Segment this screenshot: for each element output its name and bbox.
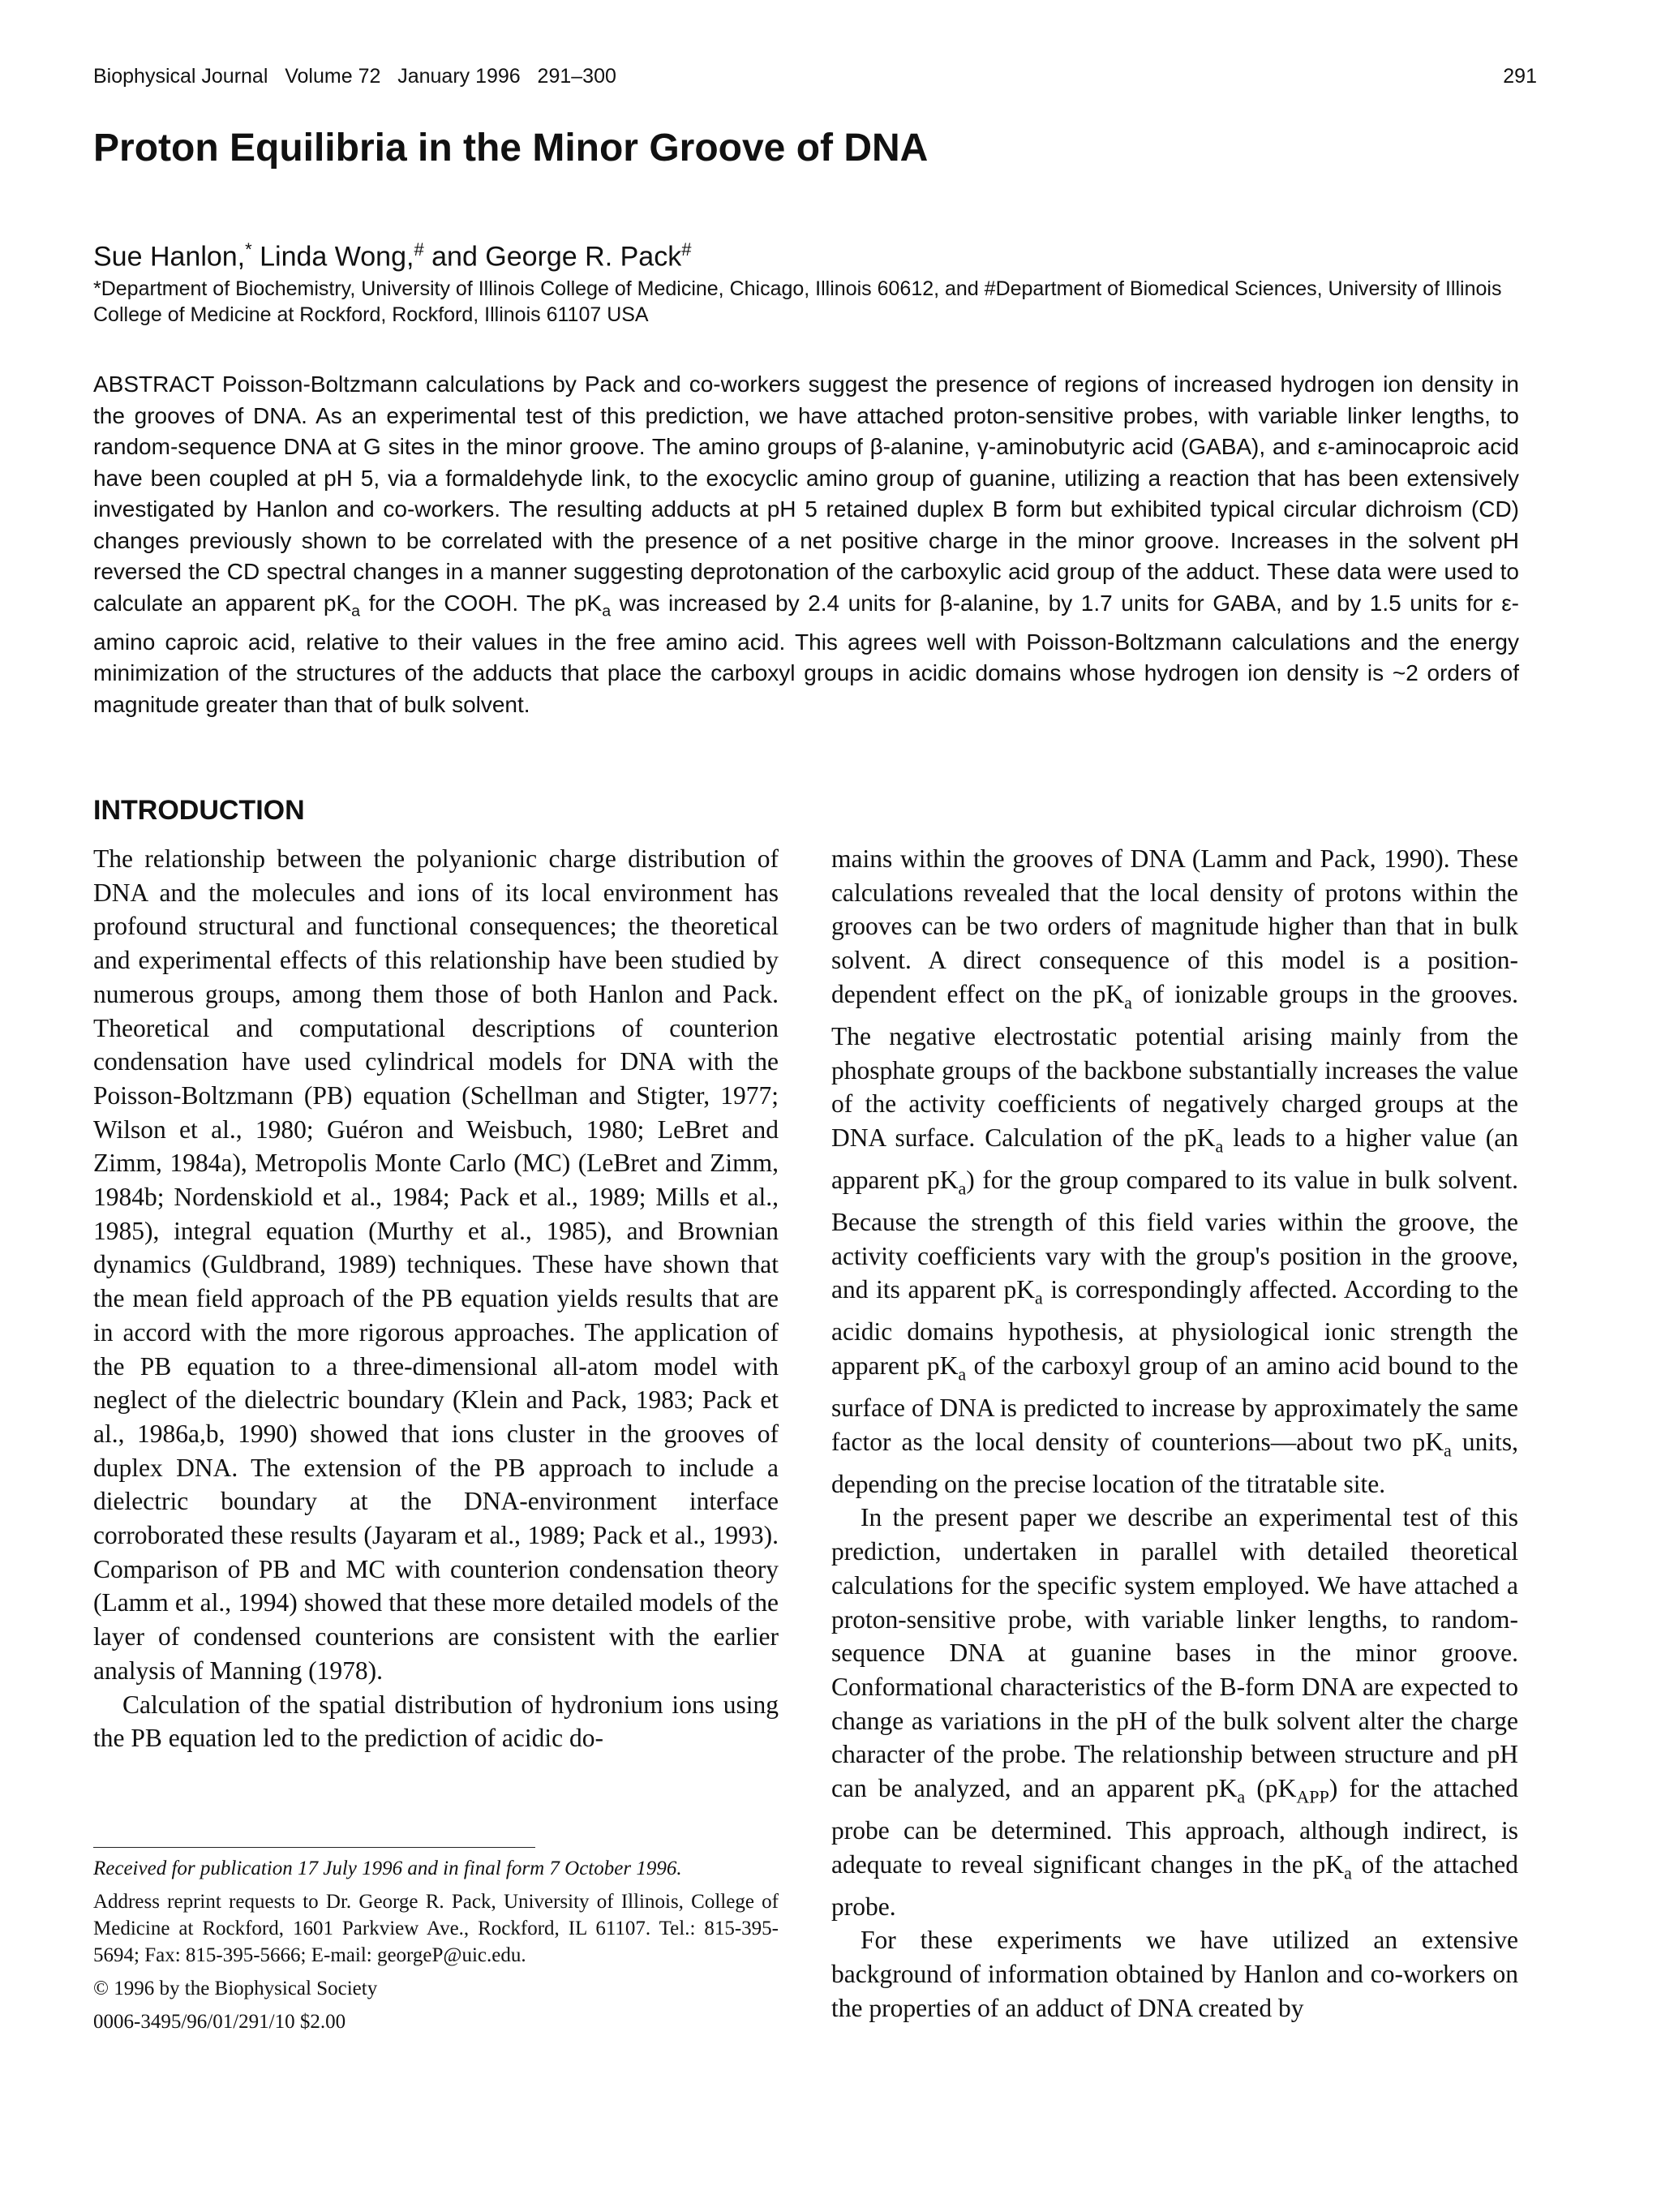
subscript: a: [1344, 1862, 1352, 1883]
subscript: a: [1444, 1440, 1452, 1461]
paragraph-text: of the attached probe.: [831, 1849, 1518, 1921]
abstract-text: was increased by 2.4 units for β-alanine, by 1.7 units for GABA, and by 1.5 units for ε-amino caproic acid, relative to their values in the free amino acid. This agrees well with Poisson-Boltzmann calculations and the energy minimization of the structures of the adducts that place the carboxyl groups in acidic domains whose hydrogen ion density is ~2 orders of magnitude greater than that of bulk solvent.: [93, 590, 1520, 717]
footnote-rule: [93, 1847, 535, 1848]
subscript: a: [1215, 1136, 1224, 1157]
author-list: [93, 239, 691, 273]
page-number: 291: [1503, 65, 1537, 88]
paragraph: For these experiments we have utilized an extensive background of information obtained by Hanlon and co-workers on the properties of an adduct of DNA created by: [831, 1926, 1518, 2022]
affiliations: *Department of Biochemistry, University of Illinois College of Medicine, Chicago, Illinois 60612, and #Department of Biomedical Sciences, University of Illinois College of Medicine at Rockford, Rockford, Illinois 61107 USA: [93, 277, 1502, 326]
abstract-label: ABSTRACT: [93, 372, 214, 397]
abstract-text: for the COOH. The pK: [360, 590, 603, 616]
paragraph-continued: [831, 842, 1518, 1501]
author-name: and George R. Pack: [423, 241, 682, 273]
left-column: [93, 842, 779, 1755]
journal-info: Biophysical Journal Volume 72 January 1996 291–300: [93, 65, 616, 88]
author-name: Linda Wong,: [251, 241, 414, 273]
paragraph-text: leads to a higher value (an apparent pK: [831, 1123, 1518, 1194]
running-head: [93, 65, 1537, 97]
section-heading: INTRODUCTION: [93, 795, 305, 826]
subscript: a: [351, 602, 361, 621]
paragraph-text: Calculation of the spatial distribution of hydronium ions using the PB equation led to the prediction of acidic do-: [93, 1690, 779, 1753]
footnotes: [93, 1855, 779, 2042]
author-mark: #: [681, 239, 692, 260]
paragraph-text: mains within the grooves of DNA (Lamm and Pack, 1990). These calculations revealed that the local density of protons within the grooves can be two orders of magnitude higher than that in bulk solvent. A direct consequence of this model is a position-dependent effect on the pK: [831, 844, 1518, 1008]
reprint-address: Address reprint requests to Dr. George R. Pack, University of Illinois, College of Medicine at Rockford, 1601 Parkview Ave., Rockford, IL 61107. Tel.: 815-395-5694; Fax: 815-395-5666; E-mail: georgeP@uic.edu.: [93, 1891, 779, 1966]
abstract-text: Poisson-Boltzmann calculations by Pack and co-workers suggest the presence of regions of increased hydrogen ion density in the grooves of DNA. As an experimental test of this prediction, we have attached proton-sensitive probes, with variable linker lengths, to random-sequence DNA at G sites in the minor groove. The amino groups of β-alanine, γ-aminobutyric acid (GABA), and ε-aminocaproic acid have been coupled at pH 5, via a formaldehyde link, to the exocyclic amino group of guanine, utilizing a reaction that has been extensively investigated by Hanlon and co-workers. The resulting adducts at pH 5 retained duplex B form but exhibited typical circular dichroism (CD) changes previously shown to be correlated with the presence of a net positive charge in the minor groove. Increases in the solvent pH reversed the CD spectral changes in a manner suggesting deprotonation of the carboxylic acid group of the adduct. These data were used to calculate an apparent pK: [93, 372, 1519, 616]
abstract: [93, 369, 1519, 720]
paragraph-text: (pK: [1245, 1774, 1297, 1803]
subscript: a: [1124, 992, 1132, 1013]
paragraph-text: units, depending on the precise location of the titratable site.: [831, 1427, 1519, 1498]
subscript: a: [1237, 1786, 1246, 1807]
subscript: a: [958, 1364, 967, 1385]
paragraph-text: of the carboxyl group of an amino acid bound to the surface of DNA is predicted to increase by approximately the same factor as the local density of counterions—about two pK: [831, 1351, 1519, 1456]
subscript: a: [958, 1178, 967, 1199]
paragraph-text: ) for the attached probe can be determined. This approach, although indirect, is adequate to reveal significant changes in the pK: [831, 1774, 1518, 1879]
subscript: APP: [1296, 1786, 1329, 1807]
right-column: [831, 842, 1518, 2025]
article-code: 0006-3495/96/01/291/10 $2.00: [93, 2011, 346, 2033]
author-mark: *: [245, 239, 252, 260]
paragraph: [93, 1688, 779, 1755]
paragraph-text: ) for the group compared to its value in bulk solvent. Because the strength of this field varies within the groove, the activity coefficients vary with the group's position in the groove, and its apparent pK: [831, 1165, 1518, 1304]
author-mark: #: [414, 239, 424, 260]
subscript: a: [602, 602, 612, 621]
paragraph: [831, 1501, 1518, 1923]
paragraph: The relationship between the polyanionic charge distribution of DNA and the molecules and ions of its local environment has profound structural and functional consequences; the theoretical and experimental effects of this relationship have been studied by numerous groups, among them those of both Hanlon and Pack. Theoretical and computational descriptions of counterion condensation have used cylindrical models for DNA with the Poisson-Boltzmann (PB) equation (Schellman and Stigter, 1977; Wilson et al., 1980; Guéron and Weisbuch, 1980; LeBret and Zimm, 1984a), Metropolis Monte Carlo (MC) (LeBret and Zimm, 1984b; Nordenskiold et al., 1984; Pack et al., 1989; Mills et al., 1985), integral equation (Murthy et al., 1985), and Brownian dynamics (Guldbrand, 1989) techniques. These have shown that the mean field approach of the PB equation yields results that are in accord with the more rigorous approaches. The application of the PB equation to a three-dimensional all-atom model with neglect of the dielectric boundary (Klein and Pack, 1983; Pack et al., 1986a,b, 1990) showed that ions cluster in the grooves of duplex DNA. The extension of the PB approach to include a dielectric boundary at the DNA-environment interface corroborated these results (Jayaram et al., 1989; Pack et al., 1993). Comparison of PB and MC with counterion condensation theory (Lamm et al., 1994) showed that these more detailed models of the layer of condensed counterions are consistent with the earlier analysis of Manning (1978).: [93, 844, 779, 1685]
author-name: Sue Hanlon,: [93, 241, 246, 273]
subscript: a: [1034, 1287, 1043, 1308]
received-note: Received for publication 17 July 1996 and in final form 7 October 1996.: [93, 1858, 682, 1879]
paragraph-text: is correspondingly affected. According to the acidic domains hypothesis, at physiological ionic strength the apparent pK: [831, 1275, 1518, 1381]
paragraph-text: In the present paper we describe an experimental test of this prediction, undertaken in parallel with detailed theoretical calculations for the specific system employed. We have attached a proton-sensitive probe, with variable linker lengths, to random-sequence DNA at guanine bases in the minor groove. Conformational characteristics of the B-form DNA are expected to change as variations in the pH of the bulk solvent alter the charge character of the probe. The relationship between structure and pH can be analyzed, and an apparent pK: [831, 1503, 1518, 1803]
paragraph-text: of ionizable groups in the grooves. The negative electrostatic potential arising mainly from the phosphate groups of the backbone substantially increases the value of the activity coefficients of negatively charged groups at the DNA surface. Calculation of the pK: [831, 979, 1518, 1152]
article-title: Proton Equilibria in the Minor Groove of DNA: [93, 127, 929, 170]
copyright-line: © 1996 by the Biophysical Society: [93, 1978, 378, 1999]
